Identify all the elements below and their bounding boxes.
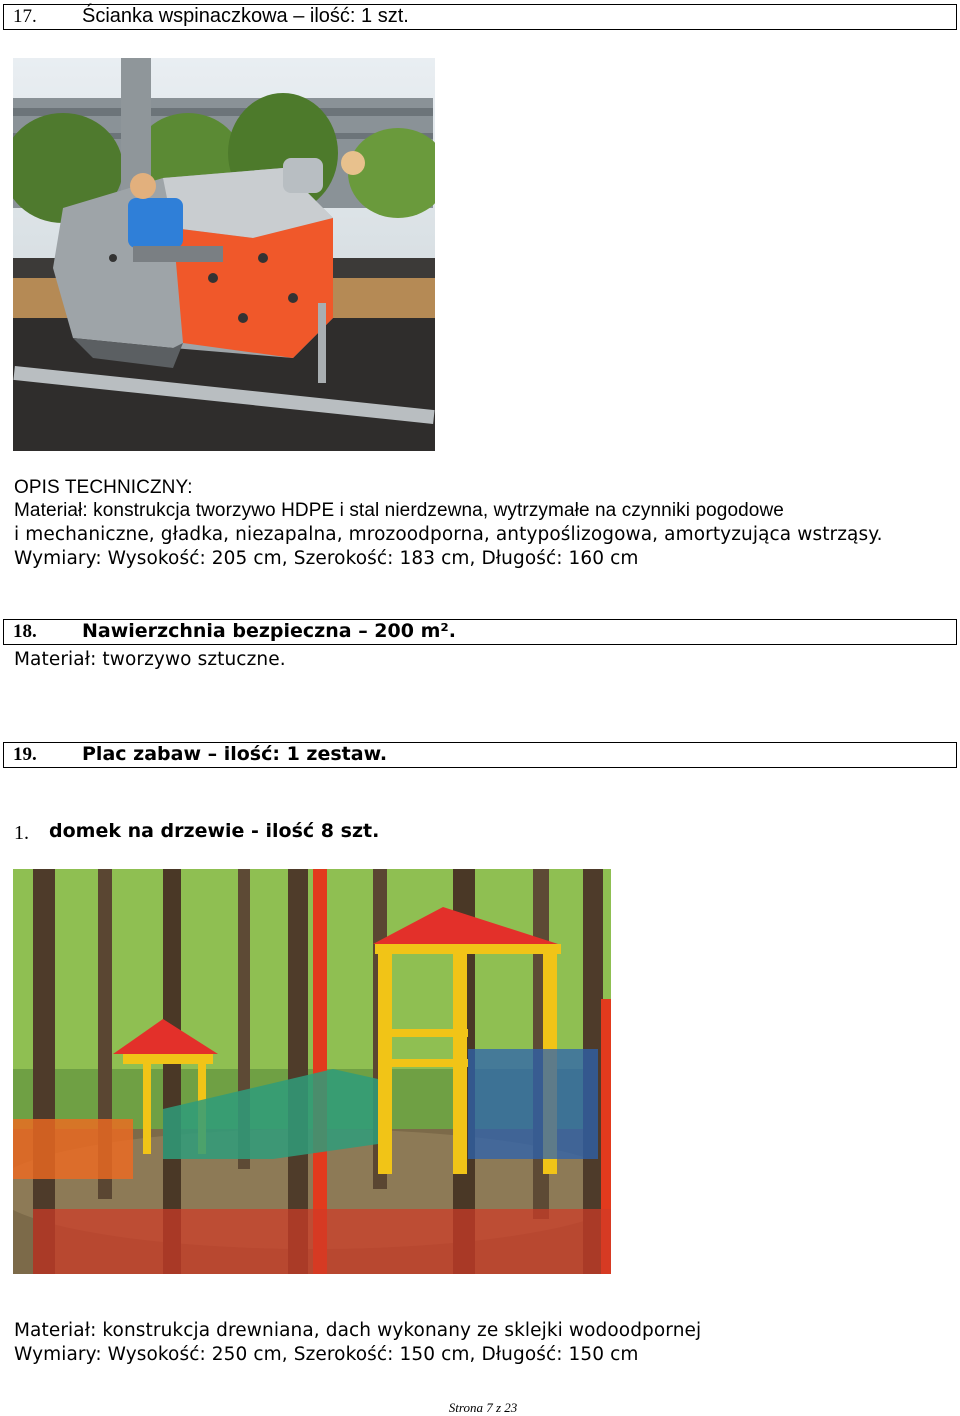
section-17-header	[3, 4, 957, 30]
treehouse-photo	[13, 869, 611, 1274]
section-title: Plac zabaw – ilość: 1 zestaw.	[82, 743, 388, 765]
section-number: 18.	[13, 621, 37, 642]
material-18: Materiał: tworzywo sztuczne.	[14, 649, 286, 670]
section-number: 17.	[13, 6, 37, 27]
material-line-2: i mechaniczne, gładka, niezapalna, mrozoodporna, antypoślizogowa, amortyzująca wstrząsy.	[14, 524, 883, 545]
section-title: Nawierzchnia bezpieczna – 200 m².	[82, 620, 456, 642]
dimensions-item-1: Wymiary: Wysokość: 250 cm, Szerokość: 150 cm, Długość: 150 cm	[14, 1344, 639, 1365]
section-18-header	[3, 619, 957, 645]
item-number: 1.	[14, 822, 29, 844]
material-line-1: Materiał: konstrukcja tworzywo HDPE i stal nierdzewna, wytrzymałe na czynniki pogodowe	[14, 500, 784, 521]
section-19-header	[3, 742, 957, 768]
item-title: domek na drzewie - ilość 8 szt.	[49, 820, 380, 842]
dimensions-17: Wymiary: Wysokość: 205 cm, Szerokość: 183 cm, Długość: 160 cm	[14, 548, 639, 569]
climbing-wall-photo	[13, 58, 435, 451]
item-1-heading	[14, 820, 380, 845]
tech-heading: OPIS TECHNICZNY:	[14, 477, 193, 498]
material-item-1: Materiał: konstrukcja drewniana, dach wykonany ze sklejki wodoodpornej	[14, 1320, 702, 1341]
section-number: 19.	[13, 744, 37, 765]
page-footer: Strona 7 z 23	[448, 1400, 518, 1415]
section-title: Ścianka wspinaczkowa – ilość: 1 szt.	[82, 5, 409, 27]
